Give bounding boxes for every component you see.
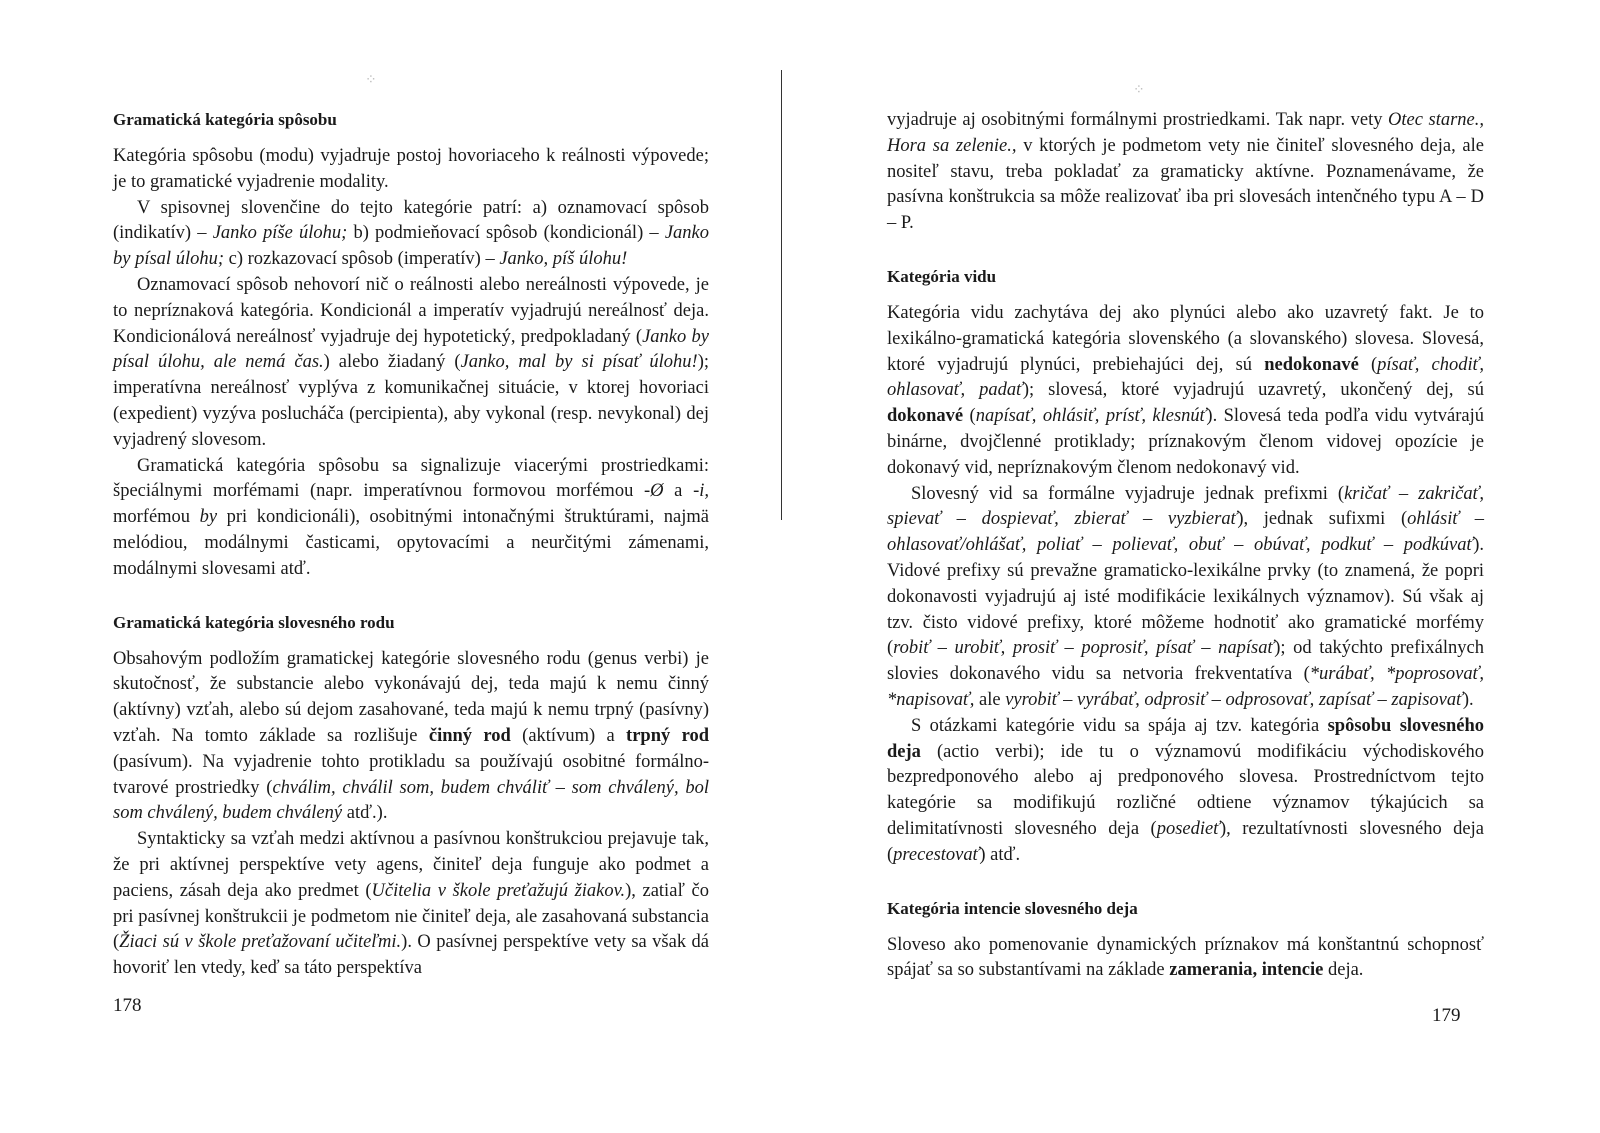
scan-smudge: ⁘: [365, 73, 377, 88]
paragraph: Oznamovací spôsob nehovorí nič o reálnosti alebo nereálnosti výpovede, je to nepríznaková kategória. Kondicionál a imperatív vyjadrujú nereálnosť deja. Kondicionálová nereálnosť vyjadruje dej hypotetický, predpokladaný (Janko by písal úlohu, ale nemá čas.) alebo žiadaný (Janko, mal by si písať úlohu!); imperatívna nereálnosť vyplýva z komunikačnej situácie, v ktorej hovoriaci (expedient) vyzýva poslucháča (percipienta), aby vykonal (resp. nevykonal) dej vyjadrený slovesom.: [113, 274, 709, 450]
section-heading-intention: Kategória intencie slovesného deja: [887, 898, 1138, 918]
paragraph: Obsahovým podložím gramatickej kategórie slovesného rodu (genus verbi) je skutočnosť, že substancie alebo vykonávajú dej, teda majú k nemu činný (aktívny) vzťah, alebo sú dejom zasahované, teda majú k nemu trpný (pasívny) vzťah. Na tomto základe sa rozlišuje činný rod (aktívum) a trpný rod (pasívum). Na vyjadrenie tohto protikladu sa používajú osobitné formálno-tvarové prostriedky (chválim, chválil som, budem chváliť – som chválený, bol som chválený, budem chválený atď.).: [113, 648, 709, 824]
paragraph: vyjadruje aj osobitnými formálnymi prostriedkami. Tak napr. vety Otec starne., Hora sa zelenie., v ktorých je podmetom vety nie činiteľ slovesného deja, ale nositeľ stavu, treba pokladať za gramaticky aktívne. Poznamenávame, že pasívna konštrukcia sa môže realizovať iba pri slovesách intenčného typu A – D – P.: [887, 110, 1484, 234]
page-number: 179: [1432, 1005, 1461, 1026]
right-column: [887, 108, 1484, 984]
section-heading-aspect: Kategória vidu: [887, 266, 997, 286]
paragraph: Kategória spôsobu (modu) vyjadruje postoj hovoriaceho k reálnosti výpovede; je to gramatické vyjadrenie modality.: [113, 146, 709, 192]
scan-smudge: ⁘: [1133, 83, 1145, 98]
paragraph: Kategória vidu zachytáva dej ako plynúci alebo ako uzavretý fakt. Je to lexikálno-gramatická kategória slovenského (a slovanského) slovesa. Slovesá, ktoré vyjadrujú plynúci, prebiehajúci dej, sú nedokonavé (písať, chodiť, ohlasovať, padať); slovesá, ktoré vyjadrujú uzavretý, ukončený dej, sú dokonavé (napísať, ohlásiť, prísť, klesnúť). Slovesá teda podľa vidu vytvárajú binárne, dvojčlenné protiklady; príznakovým členom vidovej opozície je dokonavý vid, nepríznakovým členom nedokonavý vid.: [887, 302, 1484, 478]
paragraph: V spisovnej slovenčine do tejto kategórie patrí: a) oznamovací spôsob (indikatív) – Janko píše úlohu; b) podmieňovací spôsob (kondicionál) – Janko by písal úlohu; c) rozkazovací spôsob (imperatív) – Janko, píš úlohu!: [113, 197, 710, 270]
book-spine-line: [781, 70, 782, 520]
section-heading-mood: Gramatická kategória spôsobu: [113, 110, 337, 129]
paragraph: Slovesný vid sa formálne vyjadruje jednak prefixmi (kričať – zakričať, spievať – dospievať, zbierať – vyzbierať), jednak sufixmi (ohlásiť – ohlasovať/ohlášať, poliať – polievať, obuť – obúvať, podkuť – podkúvať). Vidové prefixy sú prevažne gramaticko-lexikálne prvky (to znamená, že popri dokonavosti vyjadrujú aj isté modifikácie lexikálnych významov). Sú však aj tzv. čisto vidové prefixy, ktoré môžeme hodnotiť ako gramatické morfémy (robiť – urobiť, prosiť – poprosiť, písať – napísať); od takýchto prefixálnych slovies dokonavého vidu sa netvoria frekventatíva (*urábať, *poprosovať, *napisovať, ale vyrobiť – vyrábať, odprosiť – odprosovať, zapísať – zapisovať).: [887, 483, 1484, 710]
paragraph: Gramatická kategória spôsobu sa signalizuje viacerými prostriedkami: špeciálnymi morfémami (napr. imperatívnou formovou morfémou -Ø a -i, morfémou by pri kondicionáli), osobitnými intonačnými štruktúrami, najmä melódiou, modálnymi časticami, opytovacími a neurčitými zámenami, modálnymi slovesami atď.: [113, 455, 709, 579]
left-column: [113, 108, 709, 982]
right-page: [800, 0, 1600, 1133]
section-heading-voice: Gramatická kategória slovesného rodu: [113, 612, 395, 632]
paragraph: Syntakticky sa vzťah medzi aktívnou a pasívnou konštrukciou prejavuje tak, že pri aktívnej perspektíve vety agens, činiteľ deja funguje ako podmet a paciens, zásah deja ako predmet (Učitelia v škole preťažujú žiakov.), zatiaľ čo pri pasívnej konštrukcii je podmetom nie činiteľ deja, ale zasahovaná substancia (Žiaci sú v škole preťažovaní učiteľmi.). O pasívnej perspektíve vety sa však dá hovoriť len vtedy, keď sa táto perspektíva: [113, 829, 709, 979]
page-number: 178: [113, 995, 142, 1016]
paragraph: Sloveso ako pomenovanie dynamických príznakov má konštantnú schopnosť spájať sa so substantívami na základe zamerania, intencie deja.: [887, 934, 1484, 981]
paragraph: S otázkami kategórie vidu sa spája aj tzv. kategória spôsobu slovesného deja (actio verbi); ide tu o významovú modifikáciu východiskového bezpredponového alebo aj predponového slovesa. Prostredníctvom tejto kategórie sa modifikujú rozličné odtiene významov týkajúcich sa delimitatívnosti slovesného deja (posedieť), rezultatívnosti slovesného deja (precestovať) atď.: [887, 715, 1484, 865]
